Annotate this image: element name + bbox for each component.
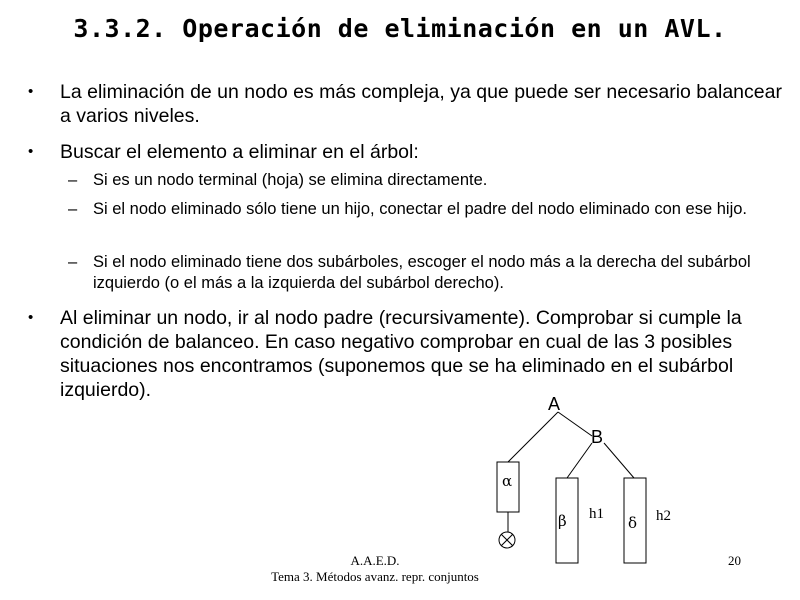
delta-label: δ	[628, 514, 638, 532]
bullet-marker: •	[28, 83, 34, 100]
footer	[225, 553, 525, 585]
sub-bullet-marker: –	[68, 200, 78, 218]
sub-bullet-text: Si el nodo eliminado tiene dos subárboles, escoger el nodo más a la derecha del subárbol izquierdo (o el más a la izquierda del subárbol derecho).	[93, 253, 751, 292]
node-b-label: B	[591, 427, 604, 447]
node-a-label: A	[548, 394, 561, 414]
edge-b-beta	[567, 443, 592, 478]
bullet-text: Buscar el elemento a eliminar en el árbol:	[60, 141, 419, 163]
sub-bullet-marker: –	[68, 171, 78, 189]
edge-b-delta	[604, 443, 634, 478]
page-number: 20	[728, 553, 741, 568]
h1-label: h1	[589, 506, 604, 522]
footer-course: A.A.E.D.	[350, 553, 400, 568]
footer-topic: Tema 3. Métodos avanz. repr. conjuntos	[271, 569, 479, 584]
bullet-marker: •	[28, 309, 34, 326]
bullet-marker: •	[28, 143, 34, 160]
h2-label: h2	[656, 508, 671, 524]
bullet-text: La eliminación de un nodo es más compleja, ya que puede ser necesario balancear a varios niveles.	[60, 81, 782, 127]
alpha-label: α	[502, 472, 513, 490]
slide-title: 3.3.2. Operación de eliminación en un AVL.	[73, 14, 727, 43]
bullet-text: Al eliminar un nodo, ir al nodo padre (recursivamente). Comprobar si cumple la condición de balanceo. En caso negativo comprobar en cual de las 3 posibles situaciones nos encontramos (suponemos que se ha eliminado en el subárbol izquierdo).	[60, 307, 742, 401]
sub-bullet-text: Si el nodo eliminado sólo tiene un hijo, conectar el padre del nodo eliminado con ese hijo.	[93, 200, 748, 218]
sub-bullet-text: Si es un nodo terminal (hoja) se elimina directamente.	[93, 171, 488, 189]
edge-a-alpha	[508, 412, 558, 462]
edge-a-b	[558, 412, 592, 436]
sub-bullet-marker: –	[68, 253, 78, 271]
beta-label: β	[558, 512, 567, 530]
